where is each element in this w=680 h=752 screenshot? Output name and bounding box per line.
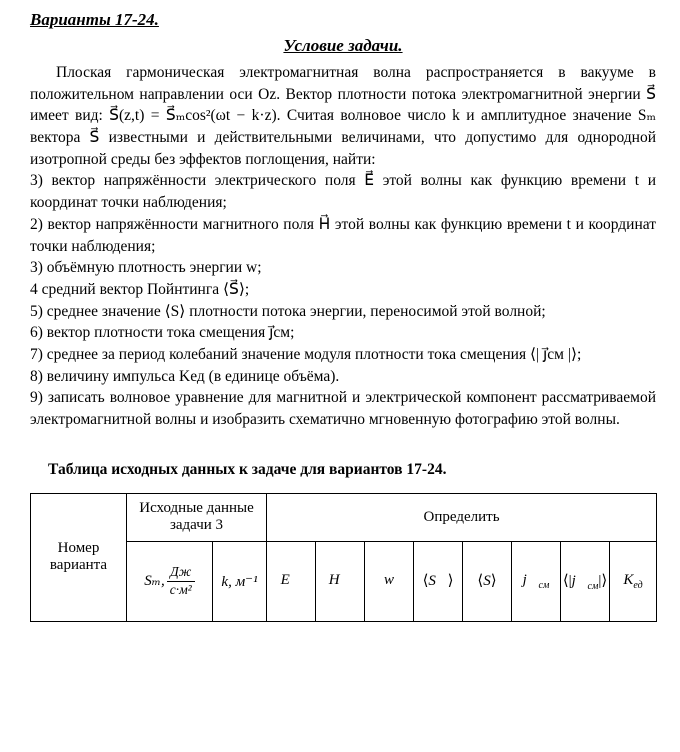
section-title-text: Условие задачи. (283, 36, 403, 55)
task-item-9: 9) записать волновое уравнение для магнитной и электрической компонент рассматриваемой электромагнитной волны и изобразить схематично мгновенную фотографию этой волны. (30, 389, 656, 428)
formula-text: K (623, 571, 634, 588)
col-energy-density (365, 541, 414, 621)
k-unit: м⁻¹ (235, 573, 258, 590)
task-item-6: 6) вектор плотности тока смещения j⃗см; (30, 324, 295, 342)
formula-text: ⟨ (477, 572, 484, 589)
source-data-table (30, 493, 657, 622)
col-s-average (463, 541, 512, 621)
task-item-5: 5) среднее значение ⟨S⟩ плотности потока энергии, переносимой этой волной; (30, 302, 546, 320)
col-h-vector (316, 541, 365, 621)
formula-text: H⃗ (328, 571, 352, 588)
sm-unit-denominator: с·м² (169, 581, 192, 597)
col-variant-number: Номер варианта (31, 493, 127, 621)
group-determine: Определить (267, 493, 657, 541)
formula-text: ⟨ (422, 572, 429, 589)
task-item-3: 3) объёмную плотность энергии w; (30, 259, 262, 277)
formula-text: ⟩ (490, 572, 497, 589)
formula-text: j⃗ (522, 571, 539, 588)
col-displacement-current-avg (561, 541, 610, 621)
formula-text: E⃗ (280, 571, 302, 588)
sm-unit-numerator: Дж (167, 564, 195, 582)
page-title (30, 10, 656, 30)
formula-text: S (483, 572, 491, 589)
task-item-2: 2) вектор напряжённости магнитного поля H⃗ этой волны как функцию времени t и координат точки наблюдения; (30, 215, 656, 255)
col-impulse (610, 541, 657, 621)
formula-text: ⟩ (447, 572, 454, 589)
table-title: Таблица исходных данных к задаче для вариантов 17-24. (48, 460, 447, 478)
formula-sub: см (538, 579, 550, 591)
col-e-vector (267, 541, 316, 621)
task-item-7: 7) среднее за период колебаний значение модуля плотности тока смещения ⟨| j⃗см |⟩; (30, 345, 582, 363)
formula-sub: см (587, 580, 599, 592)
col-wave-number (213, 541, 267, 621)
col-poynting-avg-vector (414, 541, 463, 621)
group-source-data: Исходные данные задачи 3 (127, 493, 267, 541)
sm-unit-fraction (167, 564, 195, 599)
formula-text: ⟨| (562, 572, 572, 589)
section-title (30, 36, 656, 56)
sm-symbol: Sₘ, (144, 572, 165, 589)
intro-paragraph: Плоская гармоническая электромагнитная волна распространяется в вакууме в положительном направлении оси Oz. Вектор плотности потока электромагнитной энергии S⃗ имеет вид: S⃗(z,t) = S⃗ₘcos²(ωt − k·z). Считая волновое число k и амплитудное значение Sₘ вектора S⃗ известными и действительными величинами, что допустимо для однородной изотропной среды без эффектов поглощения, найти: (30, 64, 656, 168)
page-title-text: Варианты 17-24. (30, 10, 159, 29)
formula-text: |⟩ (598, 572, 608, 589)
formula-text: j⃗ (571, 572, 588, 589)
formula-sub: ед (633, 579, 643, 591)
k-symbol: k, (221, 573, 232, 590)
task-item-1: 3) вектор напряжённости электрического поля E⃗ этой волны как функцию времени t и координат точки наблюдения; (30, 172, 656, 212)
formula-text: S⃗ (428, 572, 448, 589)
col-displacement-current (512, 541, 561, 621)
col-sm-amplitude (127, 541, 213, 621)
task-item-4: 4 средний вектор Пойнтинга ⟨S⃗⟩; (30, 280, 250, 298)
formula-text: w (384, 571, 395, 588)
task-item-8: 8) величину импульса Kед (в единице объёма). (30, 367, 340, 385)
